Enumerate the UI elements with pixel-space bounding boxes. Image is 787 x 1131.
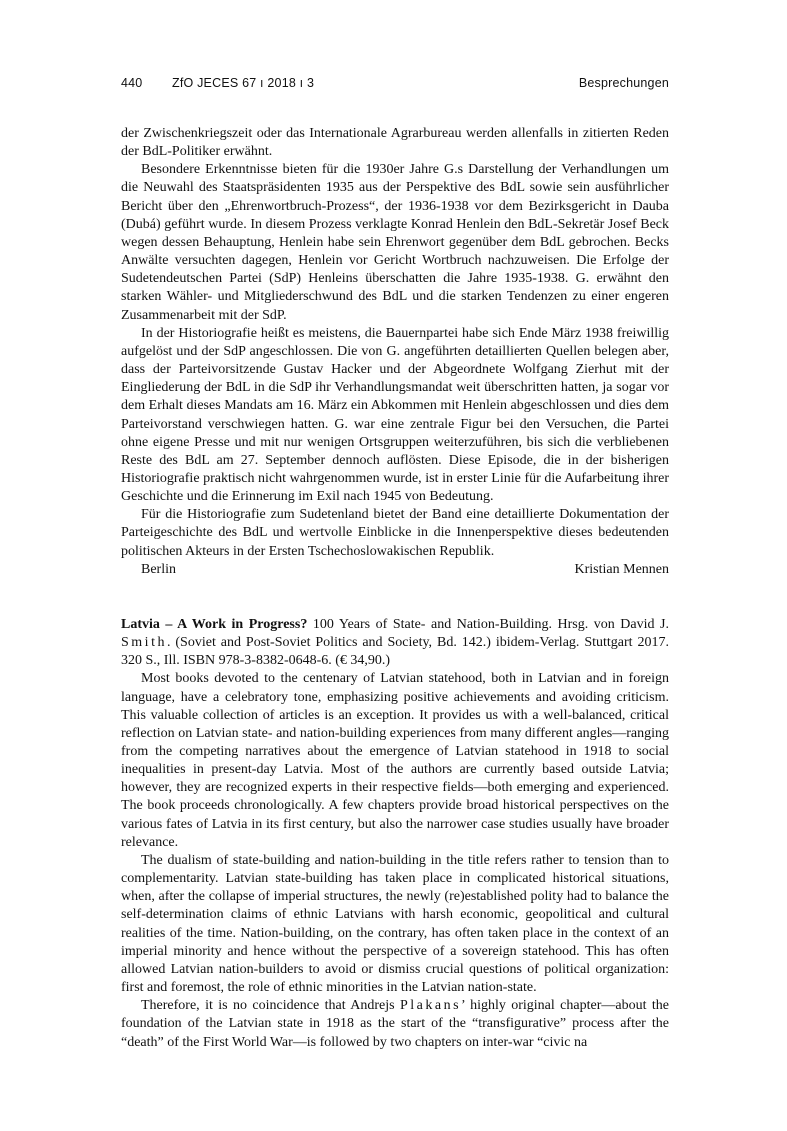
paragraph: Besondere Erkenntnisse bieten für die 1930er Jahre G.s Darstellung der Verhandlungen um die Neuwahl des Staatspräsidenten 1935 aus der Perspektive des BdL sowie sein ausführlicher Bericht über den „Ehrenwortbruch-Prozess“, der 1936-1938 vor dem Bezirksgericht in Dauba (Dubá) geführt wurde. In diesem Prozess verklagte Konrad Henlein den BdL-Sekretär Josef Beck wegen dessen Behauptung, Henlein habe sein Ehrenwort gegenüber dem BdL gebrochen. Becks Anwälte versuchten dagegen, Henlein vor Gericht Wortbruch nachzuweisen. Die Erfolge der Sudetendeutschen Partei (SdP) Henleins überschatten die Jahre 1935-1938. G. erwähnt den starken Wähler- und Mitgliederschwund des BdL und die starken Tendenzen zu einer engeren Zusammenarbeit mit der SdP. (121, 162, 669, 323)
editor-name: Smith (121, 635, 167, 651)
paragraph: The dualism of state-building and nation-building in the title refers rather to tension than to complementarity. Latvian state-building has taken place in complicated historical situations, when, after the collapse of imperial structures, the newly (re)established polity had to balance the self-determination claims of ethnic Latvians with harsh economic, geopolitical and cultural realities of the time. Nation-building, on the contrary, has often taken place in the context of an imperial minority and hence without the perspective of a sovereign statehood. This has often allowed Latvian nation-builders to avoid or dismiss crucial questions of political organization: first and foremost, the role of ethnic minorities in the Latvian nation-state. (121, 852, 669, 996)
review-bibliographic-header (121, 616, 669, 670)
journal-name: ZfO JECES 67 ı 2018 ı 3 (172, 76, 315, 90)
paragraph: In der Historiografie heißt es meistens, die Bauernpartei habe sich Ende März 1938 freiwillig aufgelöst und der SdP angeschlossen. Die von G. angeführten detaillierten Quellen belegen aber, dass der Parteivorsitzende Gustav Hacker und der Abgeordnete Wolfgang Zierhut mit der Eingliederung der BdL in die SdP ihr Verhandlungsmandat weit überschritten hatten, ja sogar vor dem Erhalt dieses Mandats am 16. März ein Abkommen mit Henlein abgeschlossen und dies dem Parteivorstand verschwiegen hatten. G. war eine zentrale Figur bei den Versuchen, die Partei ohne eigene Presse und mit nur wenigen Ortsgruppen weiterzuführen, bis sich die verbliebenen Reste des BdL am 27. September dennoch auflösten. Diese Episode, die in der bisherigen Historiografie praktisch nicht wahrgenommen wurde, ist in erster Linie für die Aufarbeitung ihrer Geschichte und die Erinnerung im Exil nach 1945 von Bedeutung. (121, 325, 669, 505)
book-subtitle: 100 Years of State- and Nation-Building. Hrsg. von David J. (307, 616, 669, 632)
book-details: . (Soviet and Post-Soviet Politics and Society, Bd. 142.) ibidem-Verlag. Stuttgart 2017. 320 S., Ill. ISBN 978-3-8382-0648-6. (€ 34,90.) (121, 635, 669, 669)
running-header (121, 76, 669, 92)
signature-reviewer: Kristian Mennen (574, 561, 669, 577)
paragraph (121, 997, 669, 1051)
page-body (121, 125, 669, 1052)
paragraph: Most books devoted to the centenary of Latvian statehood, both in Latvian and in foreign language, have a celebratory tone, emphasizing positive achievements and avoiding criticism. This valuable collection of articles is an exception. It provides us with a well-balanced, critical reflection on Latvian state- and nation-building experiences from many different angles—ranging from the competing narratives about the emergence of Latvian statehood in 1918 to social inequalities in present-day Latvia. Most of the authors are currently based outside Latvia; however, they are recognized experts in their respective fields—both emerging and experienced. The book proceeds chronologically. A few chapters provide broad historical perspectives on the various fates of Latvia in its first century, but also the narrower case studies usually have broader relevance. (121, 671, 669, 850)
page-number: 440 (121, 76, 143, 90)
section-title: Besprechungen (578, 76, 669, 90)
text-run: Therefore, it is no coincidence that Andrejs (141, 998, 400, 1014)
paragraph: der Zwischenkriegszeit oder das Internationale Agrarbureau werden allenfalls in zitierten Reden der BdL-Politiker erwähnt. (121, 126, 669, 160)
review-signature (121, 561, 669, 579)
paragraph: Für die Historiografie zum Sudetenland bietet der Band eine detaillierte Dokumentation der Parteigeschichte des BdL und wertvolle Einblicke in die Innenperspektive dieses bedeutenden politischen Akteurs in der Ersten Tschechoslowakischen Republik. (121, 507, 669, 559)
author-name: Plakans (399, 998, 462, 1014)
text-run: ’ highly original chapter—about the foundation of the Latvian state in 1918 as the start of the “transfigurative” process after the “death” of the First World War—is followed by two chapters on inter-war “civic na (121, 998, 669, 1050)
signature-place: Berlin (141, 561, 176, 577)
book-title: Latvia – A Work in Progress? (121, 616, 308, 632)
